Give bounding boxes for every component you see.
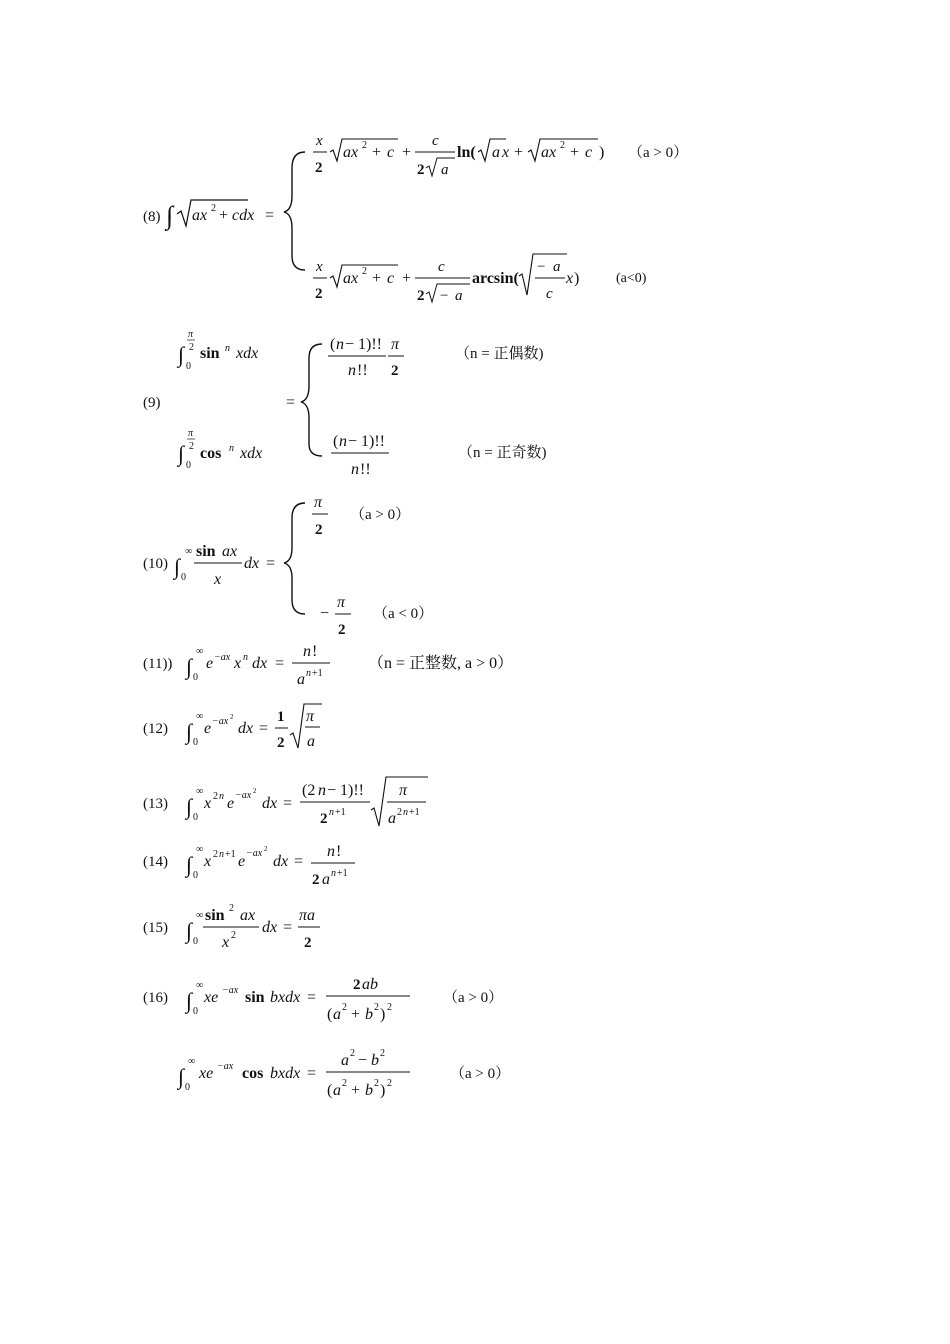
integral-sign: ∫	[166, 201, 174, 230]
svg-text:∞: ∞	[185, 546, 193, 557]
svg-text:0: 0	[186, 361, 191, 372]
svg-text:x: x	[566, 270, 574, 287]
svg-text:n: n	[219, 791, 224, 802]
svg-text:2: 2	[315, 522, 323, 538]
svg-text:e: e	[206, 655, 214, 672]
svg-text:cos: cos	[200, 445, 222, 462]
svg-text:2: 2	[342, 1078, 347, 1089]
svg-text:+1: +1	[335, 807, 346, 818]
svg-text:!: !	[336, 843, 342, 860]
svg-text:− 1)!!: − 1)!!	[345, 336, 383, 353]
svg-text:2: 2	[417, 162, 425, 178]
svg-text:2: 2	[213, 791, 218, 802]
svg-text:b: b	[365, 1082, 373, 1099]
svg-text:): )	[599, 144, 605, 161]
svg-text:n: n	[219, 849, 224, 860]
svg-text:+: +	[351, 1006, 361, 1023]
svg-text:2: 2	[253, 787, 257, 795]
svg-text:2: 2	[417, 288, 425, 304]
svg-text:): )	[574, 270, 580, 287]
svg-text:=: =	[286, 394, 296, 411]
svg-text:=: =	[283, 919, 293, 936]
svg-text:n: n	[229, 443, 234, 454]
svg-text:−: −	[537, 259, 546, 275]
svg-text:dx: dx	[244, 555, 260, 572]
svg-text:∫: ∫	[178, 1064, 185, 1089]
svg-text:sin: sin	[200, 345, 220, 362]
svg-text:ax: ax	[222, 543, 238, 560]
svg-text:∫: ∫	[186, 794, 193, 819]
svg-text:2: 2	[312, 872, 320, 888]
svg-text:a: a	[341, 1052, 349, 1069]
svg-text:−ax: −ax	[214, 652, 231, 663]
formula-14	[143, 843, 355, 888]
svg-text:(: (	[327, 1082, 333, 1099]
svg-text:2: 2	[189, 342, 194, 353]
svg-text:x: x	[204, 853, 212, 870]
svg-text:2: 2	[374, 1078, 379, 1089]
svg-text:n: n	[303, 643, 311, 660]
svg-text:∫: ∫	[178, 441, 185, 466]
condition-9-sin: （n = 正偶数)	[455, 346, 544, 362]
svg-text:2: 2	[362, 266, 367, 277]
formula-8-label: (8)	[143, 209, 161, 225]
svg-text:n: n	[306, 668, 311, 679]
svg-text:x: x	[214, 571, 222, 588]
svg-text:a: a	[455, 288, 463, 304]
svg-text:a: a	[441, 162, 449, 178]
svg-text:n: n	[331, 868, 336, 879]
svg-text:∫: ∫	[178, 342, 185, 367]
svg-text:c: c	[438, 259, 445, 275]
svg-text:∫: ∫	[186, 719, 193, 744]
svg-text:ax: ax	[343, 270, 359, 287]
svg-text:(2: (2	[302, 782, 316, 799]
svg-text:∞: ∞	[196, 711, 204, 722]
svg-text:!!: !!	[360, 461, 371, 478]
svg-text:+: +	[351, 1082, 361, 1099]
svg-text:): )	[380, 1006, 386, 1023]
svg-text:2: 2	[353, 977, 361, 993]
svg-text:=: =	[307, 1065, 317, 1082]
condition-8-pos: （a > 0）	[628, 145, 689, 161]
svg-text:sin: sin	[196, 543, 216, 560]
svg-text:0: 0	[181, 572, 186, 583]
svg-text:x: x	[502, 144, 510, 161]
svg-text:!!: !!	[357, 362, 368, 379]
svg-text:=: =	[266, 555, 276, 572]
condition-9-cos: （n = 正奇数)	[458, 445, 547, 461]
svg-text:c: c	[585, 144, 593, 161]
svg-text:2: 2	[362, 140, 367, 151]
formula-13-label: (13)	[143, 796, 168, 812]
svg-text:−: −	[358, 1052, 368, 1069]
svg-text:x: x	[234, 655, 242, 672]
svg-text:2: 2	[315, 160, 323, 176]
svg-text:−ax: −ax	[222, 985, 239, 996]
svg-text:a: a	[333, 1082, 341, 1099]
svg-text:2: 2	[387, 1078, 392, 1089]
svg-text:∫: ∫	[186, 852, 193, 877]
svg-text:=: =	[265, 207, 275, 224]
svg-text:x: x	[222, 934, 230, 951]
svg-text:ax: ax	[541, 144, 557, 161]
svg-text:0: 0	[193, 1006, 198, 1017]
svg-text:e: e	[238, 853, 246, 870]
svg-text:∞: ∞	[196, 980, 204, 991]
svg-text:e: e	[204, 720, 212, 737]
condition-10-pos: （a > 0）	[350, 507, 411, 523]
svg-text:∫: ∫	[186, 918, 193, 943]
svg-text:+: +	[570, 144, 580, 161]
condition-11: （n = 正整数, a > 0）	[368, 655, 514, 672]
svg-text:dx: dx	[238, 720, 254, 737]
svg-text:2: 2	[380, 1048, 385, 1059]
svg-text:bxdx: bxdx	[270, 1065, 301, 1082]
svg-text:1: 1	[277, 709, 285, 725]
svg-text:ln(: ln(	[457, 144, 476, 161]
svg-text:0: 0	[186, 460, 191, 471]
formula-16	[143, 976, 510, 1099]
formula-12-label: (12)	[143, 721, 168, 737]
svg-text:ax: ax	[192, 207, 208, 224]
svg-text:c: c	[387, 270, 395, 287]
svg-text:xdx: xdx	[236, 345, 259, 362]
svg-text:+: +	[402, 270, 412, 287]
svg-text:2: 2	[189, 441, 194, 452]
svg-text:n: n	[327, 843, 335, 860]
svg-text:x: x	[204, 795, 212, 812]
svg-text:2: 2	[338, 622, 346, 638]
svg-text:2: 2	[213, 849, 218, 860]
svg-text:π: π	[188, 329, 194, 340]
svg-text:− 1)!!: − 1)!!	[327, 782, 365, 799]
svg-text:∞: ∞	[196, 786, 204, 797]
svg-text:n: n	[329, 807, 334, 818]
svg-text:(: (	[333, 433, 339, 450]
svg-text:dx: dx	[262, 795, 278, 812]
formula-14-label: (14)	[143, 854, 168, 870]
svg-text:a: a	[297, 671, 305, 688]
svg-text:0: 0	[193, 672, 198, 683]
svg-text:n: n	[351, 461, 359, 478]
svg-text:ax: ax	[343, 144, 359, 161]
svg-text:+1: +1	[409, 807, 420, 818]
svg-text:2: 2	[231, 930, 236, 941]
condition-8-neg: (a<0)	[616, 271, 647, 286]
svg-text:+: +	[372, 144, 382, 161]
svg-text:π: π	[306, 708, 315, 725]
svg-text:bxdx: bxdx	[270, 989, 301, 1006]
formula-15-label: (15)	[143, 920, 168, 936]
svg-text:n: n	[403, 807, 408, 818]
svg-text:−: −	[440, 288, 449, 304]
svg-text:−ax: −ax	[217, 1061, 234, 1072]
condition-10-neg: （a < 0）	[373, 606, 434, 622]
condition-16-cos: （a > 0）	[450, 1066, 511, 1082]
svg-text:0: 0	[193, 812, 198, 823]
svg-text:0: 0	[185, 1082, 190, 1093]
svg-text:2: 2	[211, 203, 216, 214]
svg-text:πa: πa	[299, 907, 316, 924]
svg-text:e: e	[227, 795, 235, 812]
svg-text:2: 2	[560, 140, 565, 151]
svg-text:a: a	[388, 810, 396, 827]
svg-text:x: x	[316, 259, 323, 275]
svg-text:(: (	[330, 336, 336, 353]
svg-text:−ax: −ax	[246, 848, 263, 859]
svg-text:n: n	[243, 652, 248, 663]
svg-text:+: +	[372, 270, 382, 287]
svg-text:0: 0	[193, 737, 198, 748]
svg-text:c: c	[387, 144, 395, 161]
formula-10	[143, 494, 433, 638]
svg-text:cos: cos	[242, 1065, 264, 1082]
svg-text:dx: dx	[262, 919, 278, 936]
svg-text:π: π	[337, 594, 346, 611]
svg-text:2: 2	[230, 713, 234, 721]
svg-text:+: +	[402, 144, 412, 161]
svg-text:a: a	[333, 1006, 341, 1023]
svg-text:2: 2	[264, 845, 268, 853]
svg-text:∞: ∞	[196, 646, 204, 657]
svg-text:=: =	[283, 795, 293, 812]
svg-text:n: n	[339, 433, 347, 450]
svg-text:2: 2	[304, 935, 312, 951]
svg-text:− 1)!!: − 1)!!	[348, 433, 386, 450]
svg-text:c: c	[432, 133, 439, 149]
svg-text:): )	[380, 1082, 386, 1099]
svg-text:dx: dx	[252, 655, 268, 672]
svg-text:=: =	[307, 989, 317, 1006]
svg-text:2: 2	[397, 807, 402, 818]
svg-text:∫: ∫	[174, 554, 181, 579]
svg-text:n: n	[225, 343, 230, 354]
svg-text:∫: ∫	[186, 654, 193, 679]
svg-text:2: 2	[387, 1002, 392, 1013]
svg-text:∞: ∞	[196, 844, 204, 855]
svg-text:+: +	[219, 207, 229, 224]
svg-text:−: −	[320, 605, 330, 622]
formula-9	[143, 329, 546, 478]
svg-text:2: 2	[229, 903, 234, 914]
svg-text:π: π	[188, 428, 194, 439]
formula-8	[143, 133, 688, 304]
svg-text:0: 0	[193, 870, 198, 881]
svg-text:xdx: xdx	[240, 445, 263, 462]
svg-text:+: +	[514, 144, 524, 161]
formula-10-label: (10)	[143, 556, 168, 572]
svg-text:b: b	[371, 1052, 379, 1069]
svg-text:2: 2	[374, 1002, 379, 1013]
svg-text:dx: dx	[273, 853, 289, 870]
svg-text:ax: ax	[240, 907, 256, 924]
svg-text:n: n	[348, 362, 356, 379]
svg-text:n: n	[336, 336, 344, 353]
svg-text:−ax: −ax	[212, 716, 229, 727]
formula-16-label: (16)	[143, 990, 168, 1006]
svg-text:c: c	[546, 286, 553, 302]
svg-text:+1: +1	[225, 849, 236, 860]
formula-15	[143, 903, 320, 951]
formula-11	[143, 643, 513, 688]
svg-text:(: (	[327, 1006, 333, 1023]
svg-text:arcsin(: arcsin(	[472, 270, 519, 287]
svg-text:sin: sin	[245, 989, 265, 1006]
svg-text:2: 2	[315, 286, 323, 302]
svg-text:=: =	[275, 655, 285, 672]
svg-text:π: π	[399, 782, 408, 799]
svg-text:cdx: cdx	[232, 207, 255, 224]
svg-text:∞: ∞	[196, 910, 204, 921]
svg-text:∞: ∞	[188, 1056, 196, 1067]
svg-text:=: =	[294, 853, 304, 870]
svg-text:2: 2	[277, 735, 285, 751]
svg-text:sin: sin	[205, 907, 225, 924]
svg-text:n: n	[318, 782, 326, 799]
svg-text:a: a	[553, 259, 561, 275]
svg-text:π: π	[314, 494, 323, 511]
formula-12	[143, 704, 322, 751]
svg-text:+1: +1	[312, 668, 323, 679]
svg-text:a: a	[307, 733, 315, 750]
svg-text:!: !	[312, 643, 318, 660]
formula-11-label: (11))	[143, 656, 173, 672]
svg-text:xe: xe	[204, 989, 219, 1006]
svg-text:+1: +1	[337, 868, 348, 879]
svg-text:b: b	[365, 1006, 373, 1023]
formula-13	[143, 777, 428, 827]
svg-text:−ax: −ax	[235, 790, 252, 801]
condition-16-sin: （a > 0）	[443, 990, 504, 1006]
svg-text:ab: ab	[362, 976, 378, 993]
svg-text:2: 2	[342, 1002, 347, 1013]
svg-text:2: 2	[320, 811, 328, 827]
svg-text:x: x	[316, 133, 323, 149]
svg-text:2: 2	[350, 1048, 355, 1059]
svg-text:xe: xe	[199, 1065, 214, 1082]
svg-text:0: 0	[193, 936, 198, 947]
svg-text:2: 2	[391, 363, 399, 379]
svg-text:=: =	[259, 720, 269, 737]
svg-text:π: π	[391, 336, 400, 353]
svg-text:a: a	[492, 144, 500, 161]
svg-text:∫: ∫	[186, 988, 193, 1013]
svg-text:a: a	[322, 871, 330, 888]
formula-9-label: (9)	[143, 395, 161, 411]
